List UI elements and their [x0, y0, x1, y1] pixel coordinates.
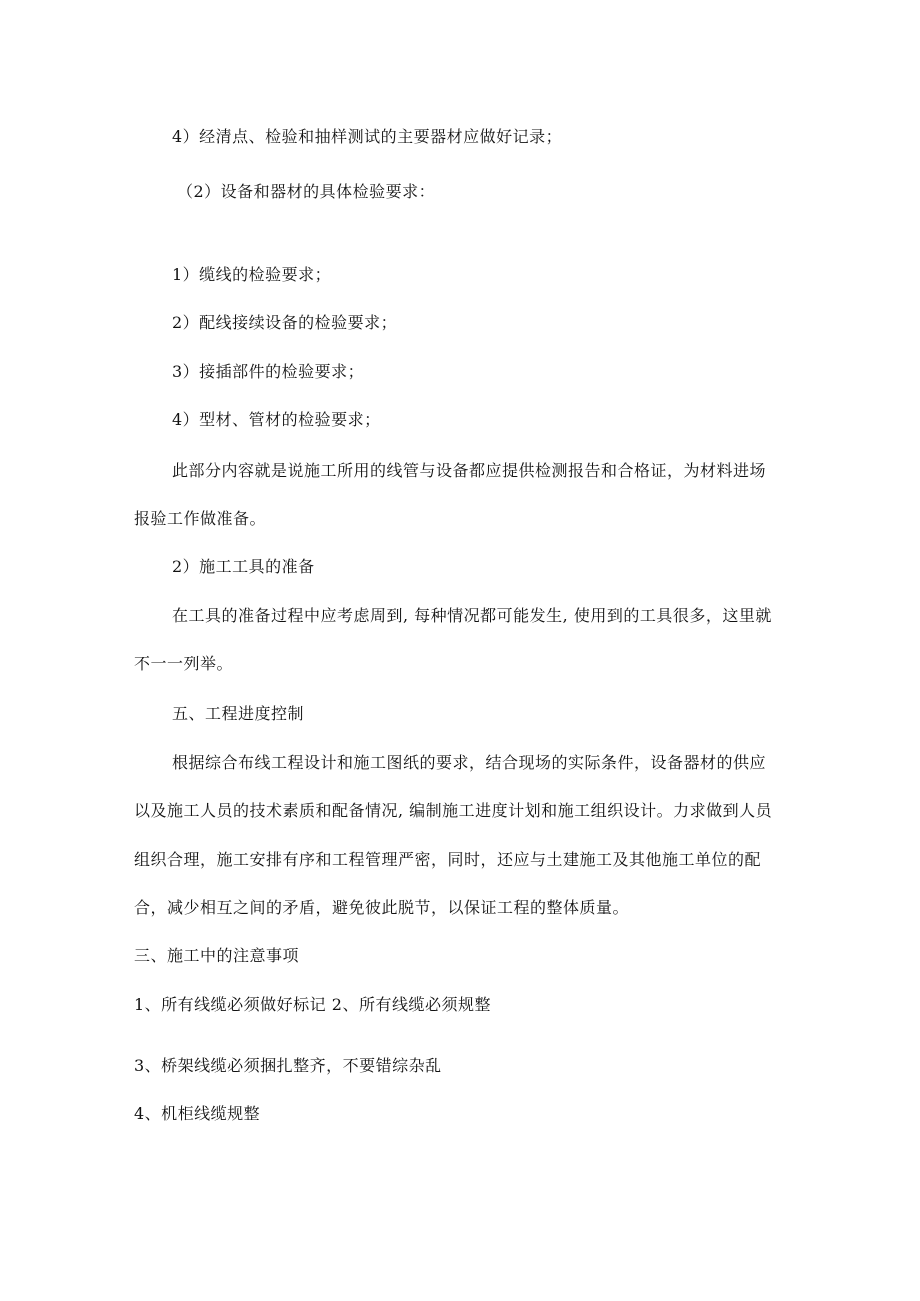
list-item-cable-inspection: 1）缆线的检验要求；: [172, 265, 332, 284]
precaution-item-4: 4、机柜线缆规整: [134, 1104, 261, 1123]
list-item-connector-parts: 3）接插部件的检验要求；: [172, 362, 365, 381]
paragraph-materials-line-2: 报验工作做准备。: [134, 509, 267, 528]
list-item-distribution-equipment: 2）配线接续设备的检验要求；: [172, 313, 398, 332]
list-item-profiles-pipes: 4）型材、管材的检验要求；: [172, 410, 381, 429]
section-heading-precautions: 三、施工中的注意事项: [134, 946, 300, 965]
section-heading-schedule-control: 五、工程进度控制: [172, 704, 305, 723]
section-heading-inspection-requirements: （2）设备和器材的具体检验要求：: [177, 182, 436, 201]
paragraph-materials-line-1: 此部分内容就是说施工所用的线管与设备都应提供检测报告和合格证，为材料进场: [172, 461, 767, 480]
paragraph-tools-line-2: 不一一列举。: [134, 654, 234, 673]
checklist-item-record: 4）经清点、检验和抽样测试的主要器材应做好记录；: [172, 127, 563, 146]
precaution-item-3: 3、桥架线缆必须捆扎整齐，不要错综杂乱: [134, 1056, 442, 1075]
paragraph-schedule-line-3: 组织合理，施工安排有序和工程管理严密，同时，还应与土建施工及其他施工单位的配: [134, 850, 762, 869]
paragraph-schedule-line-4: 合，减少相互之间的矛盾，避免彼此脱节，以保证工程的整体质量。: [134, 898, 630, 917]
paragraph-tools-line-1: 在工具的准备过程中应考虑周到, 每种情况都可能发生, 使用到的工具很多，这里就: [172, 606, 772, 625]
section-heading-tools: 2）施工工具的准备: [172, 557, 315, 576]
paragraph-schedule-line-2: 以及施工人员的技术素质和配备情况, 编制施工进度计划和施工组织设计。力求做到人员: [134, 801, 773, 820]
precaution-items-1-2: 1、所有线缆必须做好标记 2、所有线缆必须规整: [134, 995, 491, 1014]
paragraph-schedule-line-1: 根据综合布线工程设计和施工图纸的要求，结合现场的实际条件，设备器材的供应: [172, 753, 767, 772]
